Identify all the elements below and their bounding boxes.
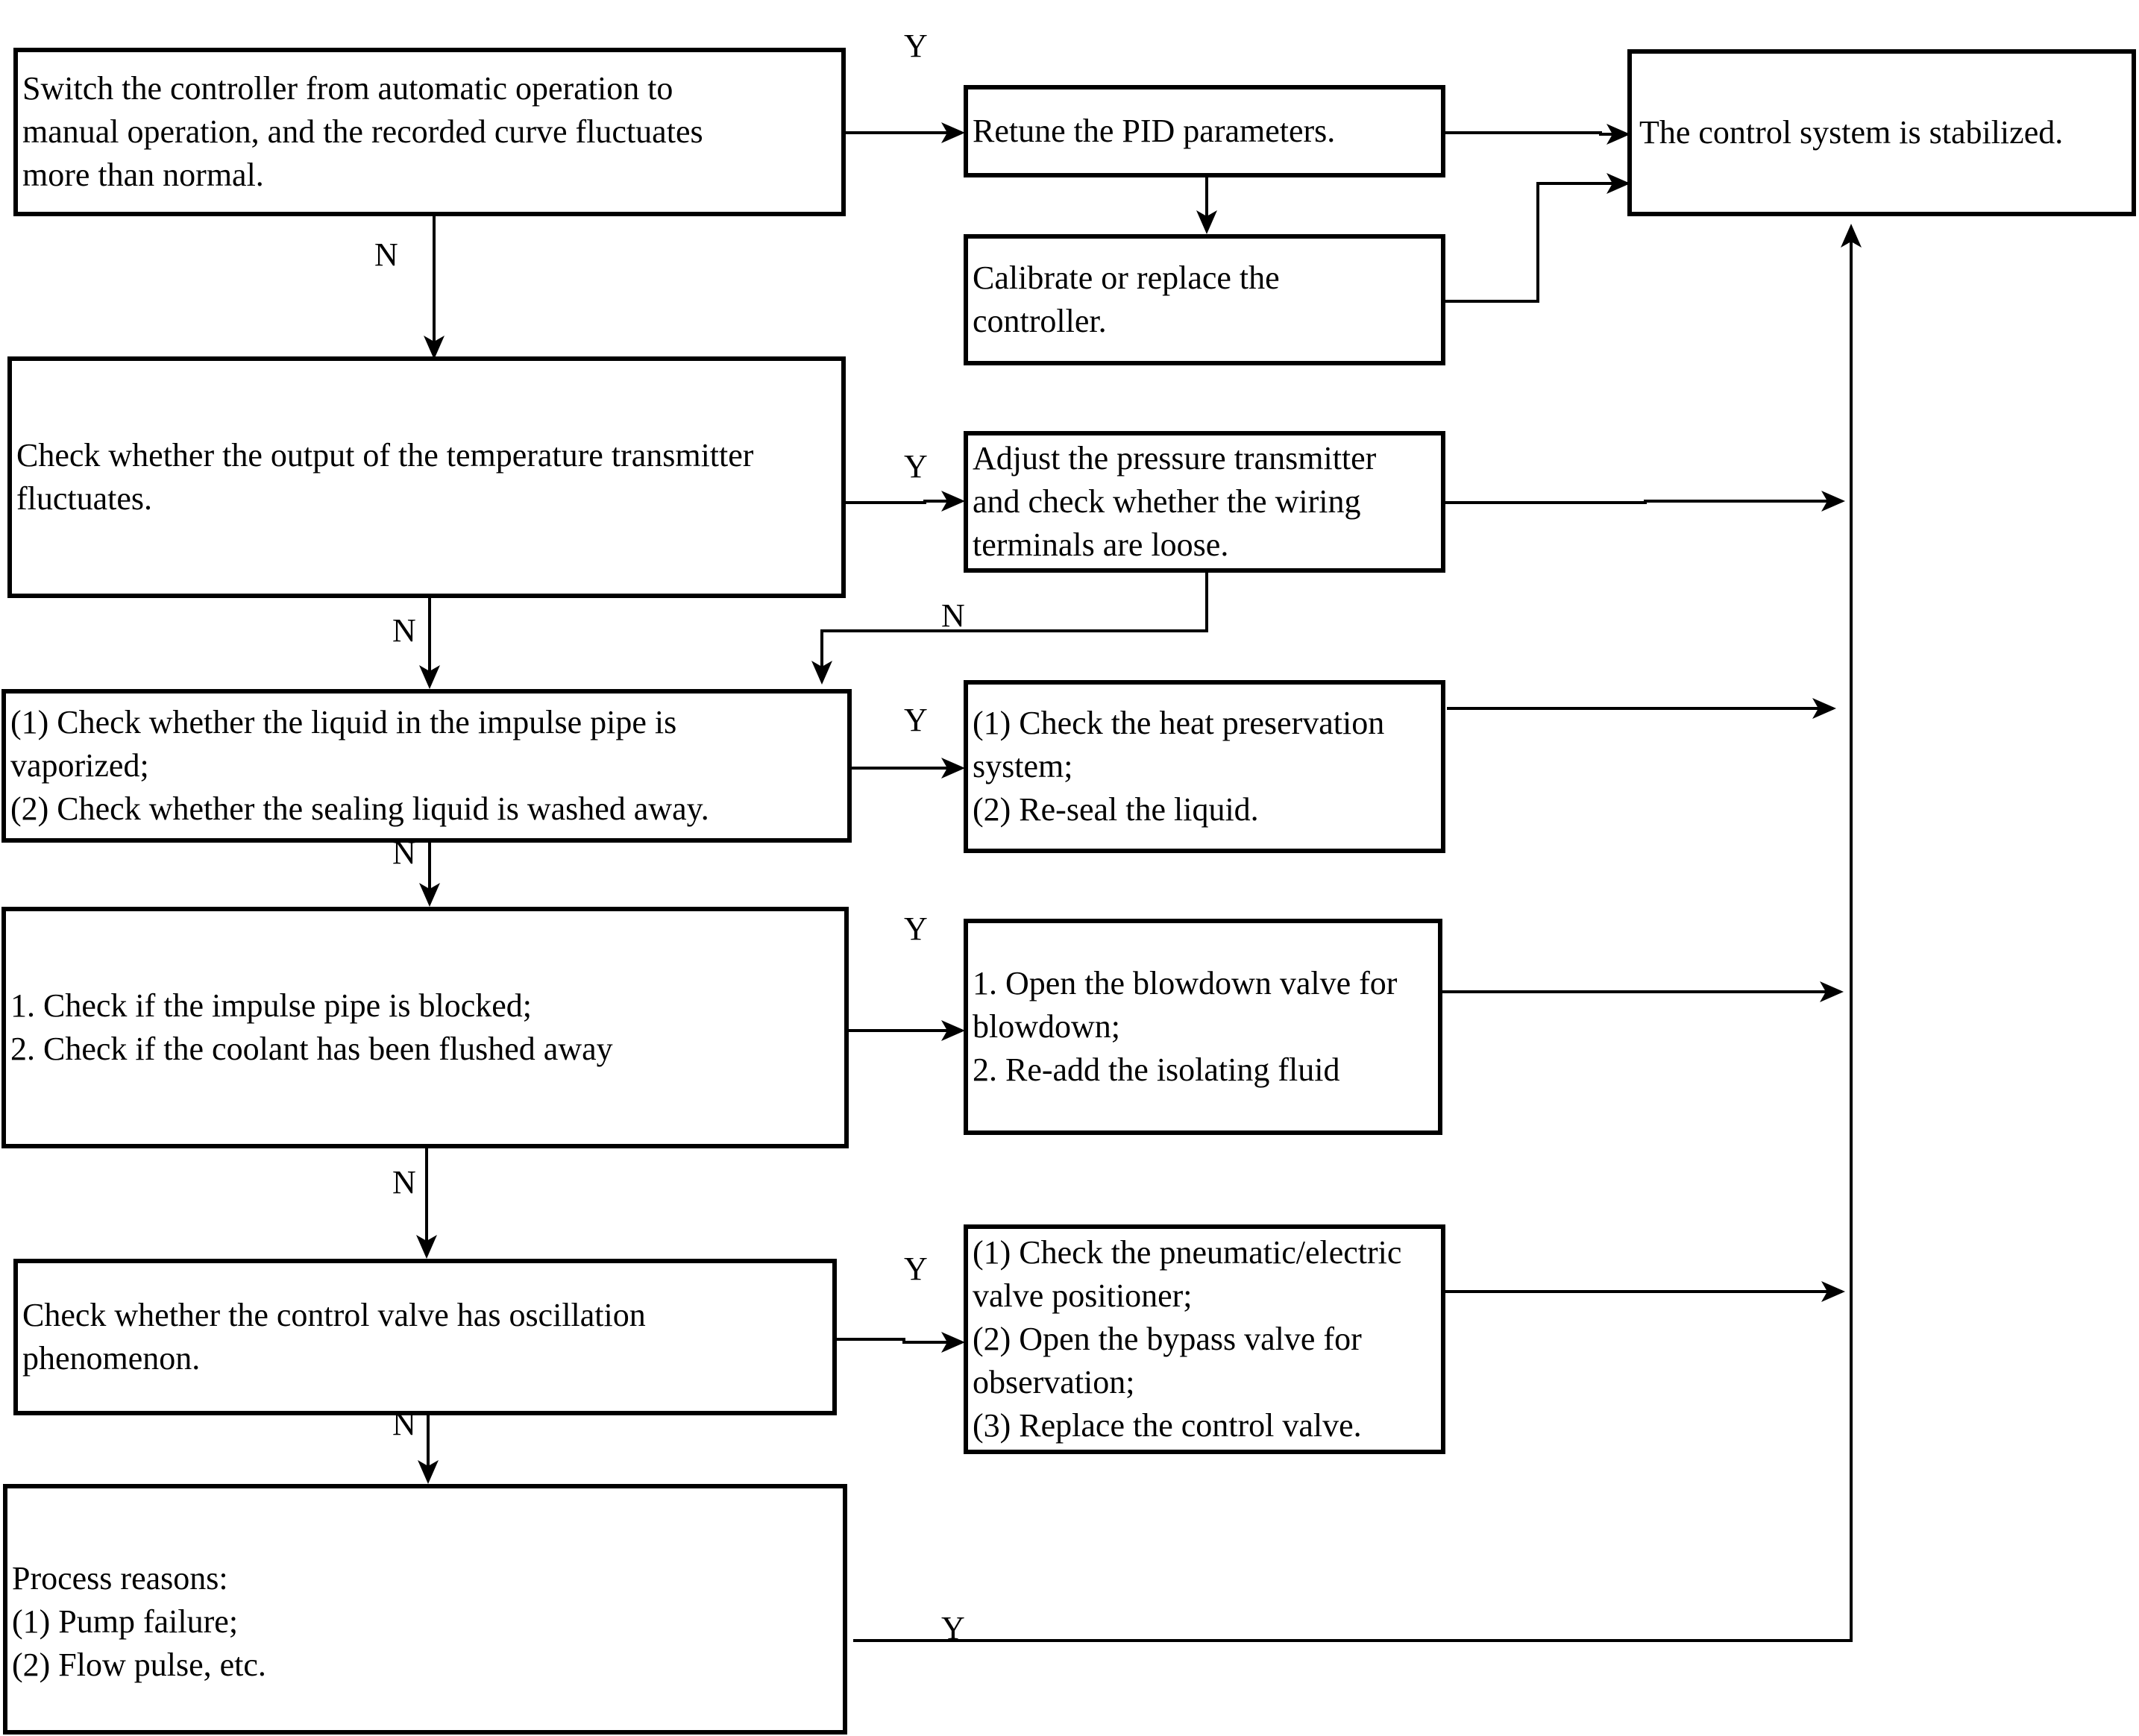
label-n-pressure: N: [941, 597, 965, 634]
label-y-blocked: Y: [904, 911, 928, 947]
box-stabilized: The control system is stabilized.: [1627, 49, 2136, 216]
box-check-valve: Check whether the control valve has oscillation phenomenon.: [13, 1259, 837, 1415]
box-open-blowdown: 1. Open the blowdown valve for blowdown; 2. Re-add the isolating fluid: [964, 919, 1442, 1135]
box-check-impulse-liquid: (1) Check whether the liquid in the impulse pipe is vaporized; (2) Check whether the sealing liquid is washed away.: [1, 689, 852, 843]
label-n-valve: N: [392, 1406, 416, 1442]
box-positioner: (1) Check the pneumatic/electric valve positioner; (2) Open the bypass valve for observation; (3) Replace the control valve.: [964, 1224, 1445, 1454]
arrow-retune-to-stabilized: [1444, 133, 1627, 134]
box-calibrate-controller: Calibrate or replace the controller.: [964, 234, 1445, 365]
arrow-pressure-to-main: [1444, 501, 1842, 503]
box-switch-controller: Switch the controller from automatic operation to manual operation, and the recorded curve fluctuates more than normal.: [13, 48, 846, 216]
label-n-temp: N: [392, 612, 416, 649]
label-n-blocked: N: [392, 1164, 416, 1201]
arrow-calibrate-to-stabilized: [1444, 183, 1627, 301]
label-y-impulse: Y: [904, 702, 928, 738]
box-process-reasons: Process reasons: (1) Pump failure; (2) Flow pulse, etc.: [3, 1484, 847, 1735]
arrow-temp-to-pressure: [844, 501, 962, 503]
box-heat-preservation: (1) Check the heat preservation system; (2) Re-seal the liquid.: [964, 680, 1445, 853]
box-retune-pid: Retune the PID parameters.: [964, 85, 1445, 177]
arrow-valve-to-positioner: [835, 1339, 962, 1342]
box-check-blocked: 1. Check if the impulse pipe is blocked; 2. Check if the coolant has been flushed away: [1, 907, 849, 1148]
label-n-impulse: N: [392, 834, 416, 871]
box-adjust-pressure: Adjust the pressure transmitter and check whether the wiring terminals are loose.: [964, 431, 1445, 573]
label-y-switch: Y: [904, 28, 928, 64]
label-y-temp: Y: [904, 448, 928, 485]
label-n-switch: N: [374, 236, 398, 273]
arrow-pressure-to-impulse: [822, 571, 1207, 680]
label-y-valve: Y: [904, 1251, 928, 1287]
box-check-temp-transmitter: Check whether the output of the temperature transmitter fluctuates.: [7, 356, 846, 598]
label-y-process: Y: [941, 1610, 965, 1647]
